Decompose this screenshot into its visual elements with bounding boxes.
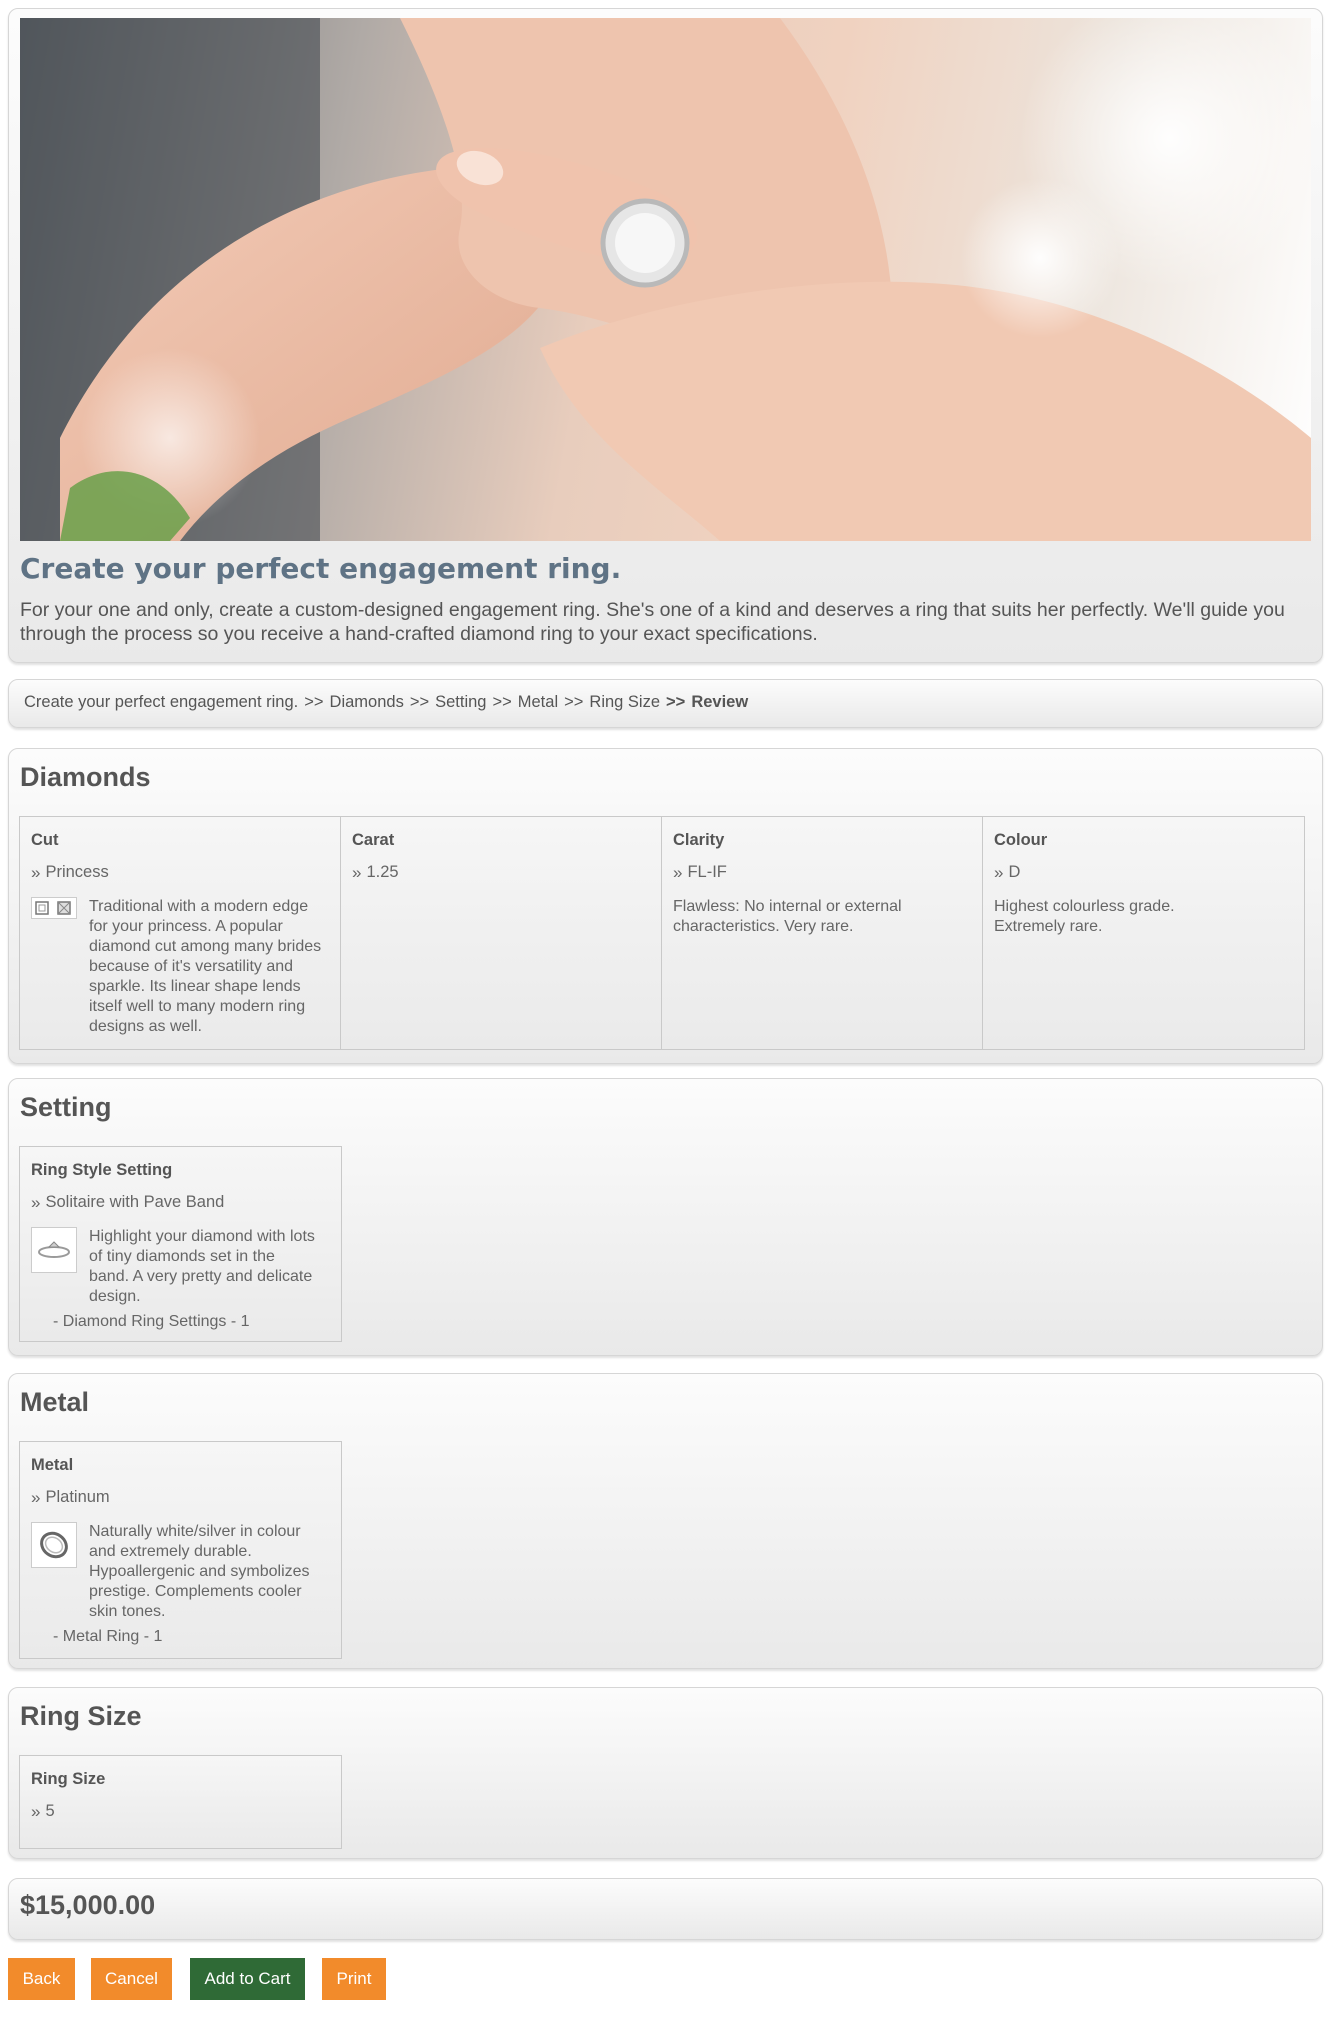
ring-style-setting-value	[31, 1193, 330, 1215]
solitaire-ring-icon	[31, 1227, 77, 1273]
diamond-cut-cell	[20, 817, 341, 1049]
ring-style-setting-value-text: Solitaire with Pave Band	[45, 1193, 225, 1211]
princess-cut-icon	[31, 897, 77, 919]
diamond-clarity-cell	[662, 817, 983, 1049]
breadcrumb-item-diamonds[interactable]: Diamonds	[329, 693, 404, 711]
colour-value-text: D	[1008, 863, 1021, 881]
metal-title: Metal	[20, 1387, 90, 1417]
diamonds-title: Diamonds	[20, 762, 151, 792]
clarity-label: Clarity	[673, 831, 725, 849]
metal-value-text: Platinum	[45, 1488, 110, 1506]
breadcrumb-item-review: Review	[691, 693, 749, 711]
breadcrumb-item-setting[interactable]: Setting	[435, 693, 487, 711]
breadcrumb-separator: >>	[492, 693, 512, 711]
setting-title: Setting	[20, 1092, 112, 1122]
cut-label: Cut	[31, 831, 59, 849]
cut-value-text: Princess	[45, 863, 109, 881]
cut-value	[31, 863, 329, 885]
colour-description: Highest colourless grade. Extremely rare.	[994, 898, 1175, 935]
value-marker: »	[994, 863, 1004, 882]
setting-description-row	[31, 1227, 330, 1307]
value-marker: »	[31, 1193, 41, 1212]
diamond-colour-cell	[983, 817, 1304, 1049]
back-button[interactable]: Back	[8, 1958, 75, 2000]
ring-size-cell	[20, 1756, 341, 1848]
value-marker: »	[673, 863, 683, 882]
breadcrumb-separator: >>	[304, 693, 324, 711]
metal-description-row	[31, 1522, 330, 1622]
cut-description-row	[31, 897, 329, 1037]
cut-description: Traditional with a modern edge for your princess. A popular diamond cut among many brides because of it's versatility and sparkle. Its linear shape lends itself well to many modern ring designs as well.	[89, 898, 322, 1035]
ring-style-setting-label: Ring Style Setting	[31, 1161, 173, 1179]
metal-cell	[20, 1442, 341, 1658]
setting-note: - Diamond Ring Settings - 1	[53, 1313, 250, 1330]
hero-image	[20, 18, 1311, 541]
breadcrumb	[24, 693, 748, 712]
page-title: Create your perfect engagement ring.	[20, 552, 622, 585]
total-price: $15,000.00	[20, 1890, 156, 1920]
breadcrumb-separator: >>	[564, 693, 584, 711]
metal-grid	[19, 1441, 342, 1659]
ring-size-value	[31, 1802, 330, 1824]
platinum-band-icon	[31, 1522, 77, 1568]
ring-size-label: Ring Size	[31, 1770, 106, 1788]
ring-size-title: Ring Size	[20, 1701, 142, 1731]
clarity-value-text: FL-IF	[687, 863, 727, 881]
price-panel	[8, 1878, 1323, 1940]
value-marker: »	[31, 1802, 41, 1821]
colour-label: Colour	[994, 831, 1048, 849]
cancel-button[interactable]: Cancel	[91, 1958, 172, 2000]
breadcrumb-item-ring-size[interactable]: Ring Size	[589, 693, 661, 711]
diamonds-grid	[19, 816, 1305, 1050]
carat-value	[352, 863, 650, 885]
setting-grid	[19, 1146, 342, 1342]
hero-description: For your one and only, create a custom-designed engagement ring. She's one of a kind and deserves a ring that suits her perfectly. We'll guide you through the process so you receive a hand-crafted diamond ring to your exact specifications.	[20, 599, 1285, 645]
diamond-carat-cell	[341, 817, 662, 1049]
ring-size-grid	[19, 1755, 342, 1849]
metal-description: Naturally white/silver in colour and extremely durable. Hypoallergenic and symbolizes prestige. Complements cooler skin tones.	[89, 1523, 310, 1620]
metal-value	[31, 1488, 330, 1510]
setting-description: Highlight your diamond with lots of tiny diamonds set in the band. A very pretty and delicate design.	[89, 1228, 315, 1305]
clarity-value	[673, 863, 971, 885]
metal-label: Metal	[31, 1456, 74, 1474]
print-button[interactable]: Print	[322, 1958, 386, 2000]
breadcrumb-item-start[interactable]: Create your perfect engagement ring.	[24, 693, 299, 711]
carat-label: Carat	[352, 831, 395, 849]
value-marker: »	[352, 863, 362, 882]
carat-value-text: 1.25	[366, 863, 399, 881]
colour-value	[994, 863, 1293, 885]
breadcrumb-item-metal[interactable]: Metal	[517, 693, 559, 711]
ring-style-setting-cell	[20, 1147, 341, 1341]
breadcrumb-separator: >>	[409, 693, 430, 711]
breadcrumb-separator: >>	[666, 693, 686, 711]
add-to-cart-button[interactable]: Add to Cart	[190, 1958, 305, 2000]
value-marker: »	[31, 863, 41, 882]
value-marker: »	[31, 1488, 41, 1507]
metal-note: - Metal Ring - 1	[53, 1628, 163, 1645]
ring-size-value-text: 5	[45, 1802, 55, 1820]
clarity-description: Flawless: No internal or external characteristics. Very rare.	[673, 898, 902, 935]
